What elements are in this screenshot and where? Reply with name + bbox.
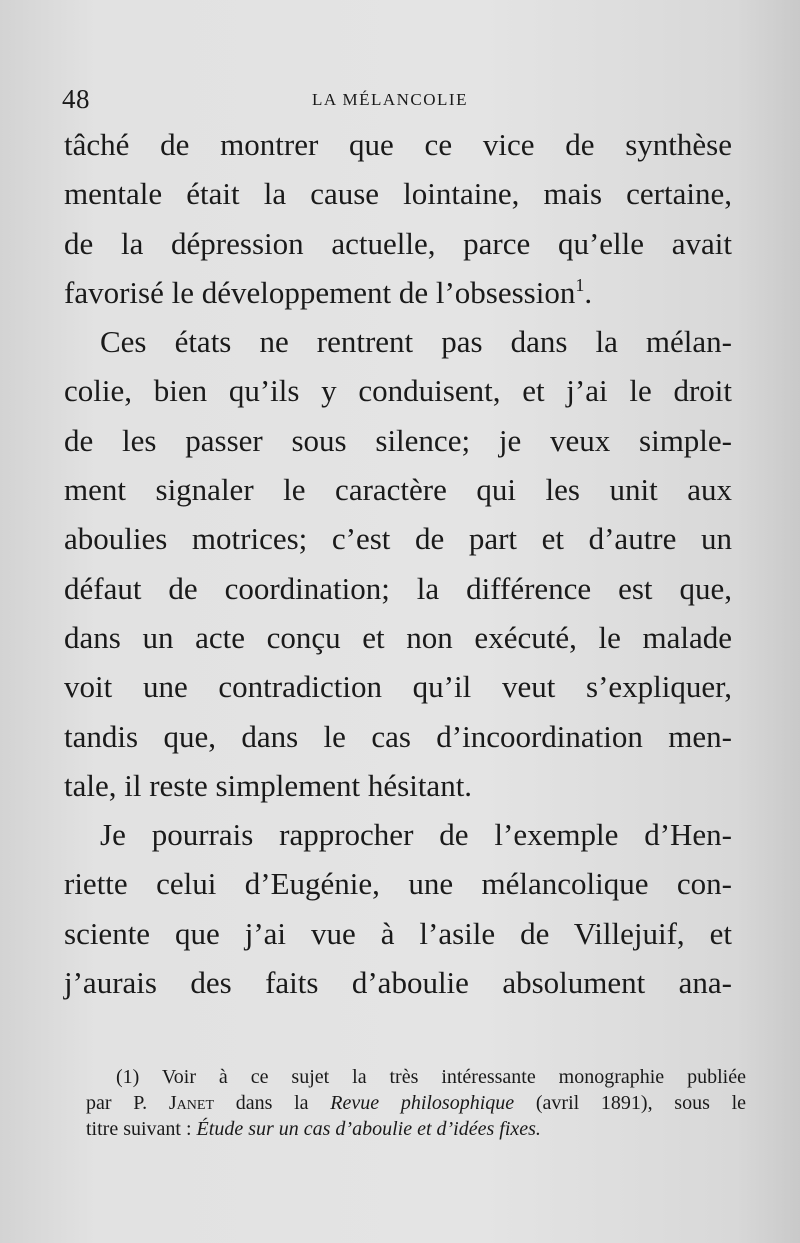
- footnote-text: titre suivant :: [86, 1118, 192, 1140]
- footnote-line: [86, 1090, 746, 1116]
- footnote-line: [86, 1116, 746, 1142]
- running-title: LA MÉLANCOLIE: [312, 90, 468, 109]
- paragraph-start-line: Je pourrais rapprocher de l’exemple d’Hen-: [100, 817, 732, 853]
- footnote-text: dans la: [235, 1092, 309, 1114]
- journal-title: Revue philosophique: [330, 1092, 515, 1114]
- body-text: [64, 120, 732, 1007]
- text-line-content: favorisé le développement de l’obsession: [64, 274, 576, 310]
- text-line: aboulies motrices; c’est de part et d’autre un: [64, 521, 732, 557]
- footnote-line: (1) Voir à ce sujet la très intéressante monographie publiée: [116, 1066, 746, 1088]
- running-head: [62, 84, 742, 114]
- text-line: de la dépression actuelle, parce qu’elle avait: [64, 225, 732, 261]
- text-line: voit une contradiction qu’il veut s’expliquer,: [64, 669, 732, 705]
- text-line-punctuation: .: [584, 274, 593, 310]
- page-number: 48: [62, 84, 90, 114]
- text-line: [64, 268, 732, 317]
- text-line: défaut de coordination; la différence est que,: [64, 570, 732, 606]
- footnote: [86, 1064, 746, 1142]
- text-line: de les passer sous silence; je veux simple-: [64, 422, 732, 458]
- text-line: dans un acte conçu et non exécuté, le malade: [64, 619, 732, 655]
- text-line: ment signaler le caractère qui les unit aux: [64, 472, 732, 508]
- footnote-text: par P.: [86, 1092, 148, 1114]
- text-line: mentale était la cause lointaine, mais certaine,: [64, 176, 732, 212]
- text-line: riette celui d’Eugénie, une mélancolique con-: [64, 866, 732, 902]
- text-line: j’aurais des faits d’aboulie absolument ana-: [64, 965, 732, 1001]
- paragraph-start-line: Ces états ne rentrent pas dans la mélan-: [100, 324, 732, 360]
- footnote-reference: 1: [575, 274, 585, 295]
- footnote-text: (avril 1891), sous le: [535, 1092, 746, 1114]
- text-line: colie, bien qu’ils y conduisent, et j’ai le droit: [64, 373, 732, 409]
- text-line: tâché de montrer que ce vice de synthèse: [64, 127, 732, 162]
- author-name: Janet: [168, 1092, 214, 1114]
- work-title: Étude sur un cas d’aboulie et d’idées fixes.: [196, 1118, 541, 1140]
- text-line: tandis que, dans le cas d’incoordination men-: [64, 718, 732, 754]
- text-line: sciente que j’ai vue à l’asile de Villejuif, et: [64, 915, 732, 951]
- text-line: tale, il reste simplement hésitant.: [64, 767, 473, 803]
